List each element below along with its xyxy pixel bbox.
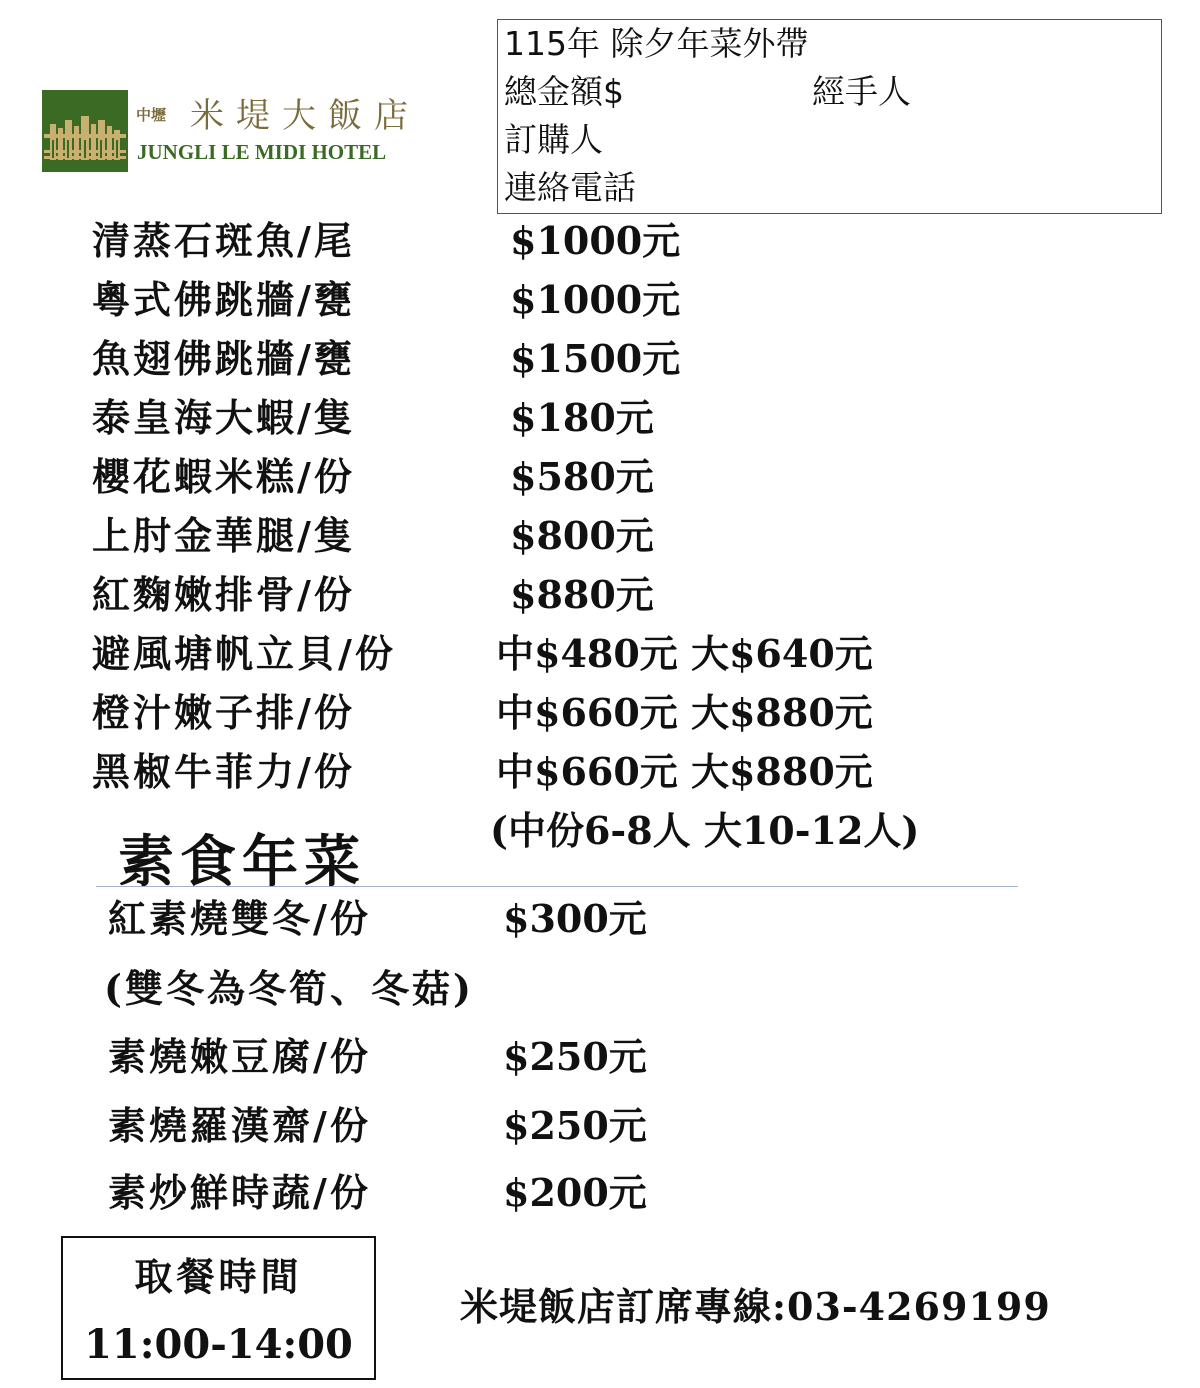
buyer-label: 訂購人: [504, 120, 603, 159]
pickup-title: 取餐時間: [134, 1254, 303, 1299]
menu-item-name: 避風塘帆立貝/份: [92, 631, 396, 676]
vegetarian-item-note: (雙冬為冬筍、冬菇): [104, 966, 474, 1011]
portion-size-note: (中份6-8人 大10-12人): [490, 808, 920, 853]
menu-item-price: $800元: [510, 513, 654, 558]
logo-english-name: JUNGLI LE MIDI HOTEL: [137, 140, 387, 164]
menu-item-name: 橙汁嫩子排/份: [92, 690, 355, 735]
menu-item-price: $180元: [510, 395, 654, 440]
menu-item-price: $1000元: [510, 218, 681, 263]
phone-label: 連絡電話: [504, 168, 636, 207]
vegetarian-item-name: 素燒羅漢齋/份: [108, 1103, 371, 1148]
pickup-time: 11:00-14:00: [84, 1321, 353, 1368]
menu-item-price: 中$660元 大$880元: [496, 690, 873, 735]
menu-item-price: $580元: [510, 454, 654, 499]
order-form-box: [497, 19, 1162, 214]
logo-small-label: 中壢: [136, 106, 167, 124]
menu-item-price: $1500元: [510, 336, 681, 381]
menu-item-price: 中$660元 大$880元: [496, 749, 873, 794]
logo-chinese-name: 米堤大飯店: [190, 96, 420, 136]
vegetarian-item-price: $250元: [503, 1034, 647, 1079]
menu-item-name: 魚翅佛跳牆/甕: [92, 336, 355, 381]
vegetarian-item-price: $200元: [503, 1170, 647, 1215]
menu-item-name: 泰皇海大蝦/隻: [92, 395, 355, 440]
vegetarian-heading: 素食年菜: [118, 829, 366, 895]
vegetarian-item-name: 素炒鮮時蔬/份: [108, 1170, 371, 1215]
total-amount-label: 總金額$: [504, 72, 624, 111]
menu-item-name: 清蒸石斑魚/尾: [92, 218, 355, 263]
menu-item-name: 上肘金華腿/隻: [92, 513, 355, 558]
menu-item-price: 中$480元 大$640元: [496, 631, 873, 676]
menu-item-price: $880元: [510, 572, 654, 617]
menu-item-name: 櫻花蝦米糕/份: [92, 454, 355, 499]
hotel-logo-icon: [42, 90, 128, 172]
menu-item-name: 黑椒牛菲力/份: [92, 749, 355, 794]
vegetarian-item-name: 素燒嫩豆腐/份: [108, 1034, 371, 1079]
pickup-time-box: [61, 1236, 376, 1380]
menu-item-name: 粵式佛跳牆/甕: [92, 277, 355, 322]
menu-item-name: 紅麴嫩排骨/份: [92, 572, 355, 617]
handler-label: 經手人: [812, 72, 911, 111]
menu-item-price: $1000元: [510, 277, 681, 322]
vegetarian-item-price: $250元: [503, 1103, 647, 1148]
vegetarian-item-name: 紅素燒雙冬/份: [108, 896, 371, 941]
reservation-hotline: 米堤飯店訂席專線:03-4269199: [460, 1284, 1051, 1329]
vegetarian-item-price: $300元: [503, 896, 647, 941]
order-form-title: 115年 除夕年菜外帶: [504, 24, 809, 63]
section-divider: [96, 886, 1018, 887]
